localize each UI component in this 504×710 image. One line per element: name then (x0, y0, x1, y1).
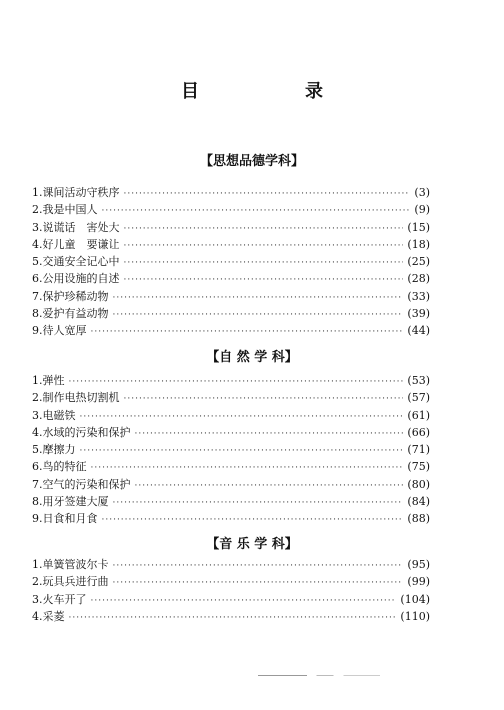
toc-item-number: 8. (32, 307, 43, 321)
toc-item-label: 火车开了 (42, 592, 87, 606)
toc-item-number: 3. (32, 408, 43, 422)
toc-item[interactable] (32, 573, 430, 590)
toc-item-label: 采菱 (42, 609, 65, 623)
toc-item-label: 待人宽厚 (42, 324, 87, 338)
toc-item-number: 1. (32, 186, 43, 199)
toc-item-page: (80) (407, 477, 430, 491)
toc-item-page: (18) (407, 237, 430, 251)
toc-item-number: 6. (32, 272, 43, 286)
toc-item[interactable] (32, 219, 430, 236)
toc-item-number: 4. (32, 237, 43, 251)
toc-item-page: (9) (414, 203, 430, 217)
toc-item-label: 好儿童 要谦让 (42, 237, 120, 251)
toc-item-page: (99) (407, 575, 430, 589)
toc-item-page: (44) (407, 324, 430, 338)
toc-item[interactable] (32, 608, 430, 625)
toc-item-number: 4. (32, 425, 43, 439)
toc-item-number: 8. (32, 495, 43, 509)
toc-item-label: 保护珍稀动物 (42, 289, 109, 303)
toc-item-label: 水域的污染和保护 (42, 425, 131, 439)
toc-item-page: (88) (407, 512, 430, 526)
dot-leader (124, 391, 404, 408)
dot-leader (102, 203, 411, 220)
toc-item-page: (57) (407, 391, 430, 405)
toc-item-label: 鸟的特征 (42, 460, 87, 474)
toc-item-page: (104) (400, 592, 430, 606)
toc-item-number: 3. (32, 592, 43, 606)
toc-item[interactable] (32, 201, 430, 218)
toc-item-label: 公用设施的自述 (42, 272, 120, 286)
toc-item-page: (39) (407, 307, 430, 321)
toc-item-label: 电磁铁 (42, 408, 76, 422)
toc-list-music (32, 556, 430, 625)
toc-item-label: 爱护有益动物 (42, 307, 109, 321)
toc-item-label: 交通安全记心中 (42, 255, 120, 269)
toc-item-page: (75) (407, 460, 430, 474)
toc-item[interactable] (32, 458, 430, 475)
toc-item-number: 5. (32, 255, 43, 269)
toc-item-page: (66) (407, 425, 430, 439)
dot-leader (113, 290, 404, 307)
dot-leader (113, 558, 404, 575)
dot-leader (135, 478, 404, 495)
toc-item-label: 说谎话 害处大 (42, 220, 120, 234)
dot-leader (113, 575, 404, 592)
toc-item-page: (33) (407, 289, 430, 303)
dot-leader (91, 593, 397, 610)
dot-leader (91, 460, 404, 477)
toc-item-page: (95) (407, 558, 430, 571)
toc-item-label: 弹性 (42, 374, 65, 387)
scan-artifact-line (258, 675, 380, 676)
dot-leader (124, 186, 411, 203)
toc-item-number: 7. (32, 477, 43, 491)
toc-item[interactable] (32, 476, 430, 493)
toc-item[interactable] (32, 591, 430, 608)
toc-item-page: (28) (407, 272, 430, 286)
toc-item-number: 1. (32, 558, 43, 571)
toc-item-label: 课间活动守秩序 (42, 186, 120, 199)
toc-item[interactable] (32, 441, 430, 458)
dot-leader (113, 495, 404, 512)
toc-item-label: 玩具兵进行曲 (42, 575, 109, 589)
toc-item-page: (3) (414, 186, 430, 199)
dot-leader (113, 307, 404, 324)
toc-item[interactable] (32, 253, 430, 270)
toc-item-number: 9. (32, 512, 43, 526)
toc-item[interactable] (32, 372, 430, 389)
toc-item-number: 9. (32, 324, 43, 338)
section-heading-music: 【音 乐 学 科】 (206, 537, 298, 552)
dot-leader (80, 443, 404, 460)
toc-item-number: 5. (32, 443, 43, 457)
dot-leader (124, 272, 404, 289)
dot-leader (69, 610, 397, 627)
toc-item-number: 1. (32, 374, 43, 387)
toc-item-label: 摩擦力 (42, 443, 76, 457)
toc-item-label: 日食和月食 (42, 512, 98, 526)
toc-item-number: 7. (32, 289, 43, 303)
toc-item[interactable] (32, 322, 430, 339)
dot-leader (102, 512, 404, 529)
toc-item-label: 单簧管波尔卡 (42, 558, 109, 571)
toc-item[interactable] (32, 184, 430, 201)
toc-item-label: 我是中国人 (42, 203, 98, 217)
toc-item-page: (25) (407, 255, 430, 269)
toc-item-number: 4. (32, 609, 43, 623)
toc-item[interactable] (32, 510, 430, 527)
toc-item-number: 2. (32, 203, 43, 217)
toc-list-science (32, 372, 430, 528)
dot-leader (124, 255, 404, 272)
toc-item[interactable] (32, 493, 430, 510)
toc-item-number: 2. (32, 575, 43, 589)
toc-item-page: (110) (400, 609, 430, 623)
page-title: 目 录 (181, 81, 367, 102)
dot-leader (135, 426, 404, 443)
dot-leader (124, 238, 404, 255)
toc-item[interactable] (32, 236, 430, 253)
toc-item[interactable] (32, 407, 430, 424)
dot-leader (91, 324, 404, 341)
toc-item-page: (61) (407, 408, 430, 422)
toc-item[interactable] (32, 270, 430, 287)
toc-item-page: (53) (407, 374, 430, 387)
toc-item-page: (84) (407, 495, 430, 509)
toc-item[interactable] (32, 556, 430, 573)
section-heading-science: 【自 然 学 科】 (206, 350, 298, 365)
toc-item-number: 2. (32, 391, 43, 405)
toc-item[interactable] (32, 424, 430, 441)
toc-item[interactable] (32, 305, 430, 322)
toc-item-number: 6. (32, 460, 43, 474)
toc-item-number: 3. (32, 220, 43, 234)
toc-item-page: (15) (407, 220, 430, 234)
toc-item-label: 用牙签建大厦 (42, 495, 109, 509)
toc-item-label: 制作电热切割机 (42, 391, 120, 405)
toc-item-label: 空气的污染和保护 (42, 477, 131, 491)
toc-item[interactable] (32, 288, 430, 305)
dot-leader (124, 221, 404, 238)
toc-item[interactable] (32, 389, 430, 406)
section-heading-moral: 【思想品德学科】 (199, 154, 304, 169)
toc-item-page: (71) (407, 443, 430, 457)
toc-list-moral (32, 184, 430, 340)
